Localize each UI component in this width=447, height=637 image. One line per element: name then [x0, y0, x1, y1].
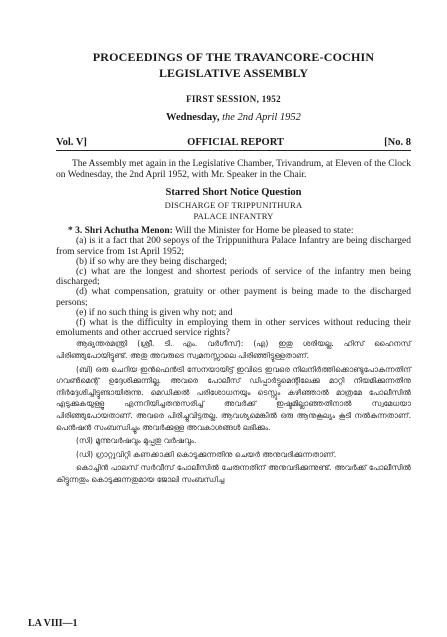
section-heading: Starred Short Notice Question — [165, 187, 302, 199]
question-part-d: (d) what compensation, gratuity or other payment is being made to the discharged persons; — [56, 287, 411, 308]
date-text: the 2nd April 1952 — [219, 112, 301, 123]
question-subject-line1: DISCHARGE OF TRIPPUNITHURA — [164, 200, 303, 211]
question-part-c: (c) what are the longest and shortest periods of service of the infantry men being discharged; — [56, 267, 411, 288]
answer-paragraph-2: (ബി) ഒരു ചെറിയ ഇൻഫെൻട്രി സേനയായിട്ട് ഇവിടെ ഇവരെ നിലനിർത്തിക്കൊണ്ടുപോകുന്നതിന് ഗവൺമെന്റ് ഉദ്ദേശിക്കുന്നില്ല. അവരെ പോലീസ് ഡിപ്പാർട്ടുമെന്റിലേക്കു മാറ്റി നിയമിക്കുന്നതിനു നിർദ്ദേശിച്ചിട്ടുണ്ടായിരുന്നു. മെഡിക്കൽ പരിശോധനയും ടെസ്റ്റും കഴിഞ്ഞാൽ മാത്രമേ പോലീസിൽ എടുക്കുകയുള്ളൂ എന്നറിയിച്ചതനുസരിച്ച് അവർക്ക് ഇഷ്ടമില്ലാഞ്ഞതിനാൽ സ്വമേധയാ പിരിഞ്ഞുപോയതാണ്. അവരെ പിരിച്ചുവിട്ടതല്ല. ആവശ്യമെങ്കിൽ ഒരു ആനുകൂല്യം കൂടി നൽകുന്നതാണ്. പെൻഷൻ സംബന്ധിച്ചും അവർക്കുള്ള അവകാശങ്ങൾ ലഭിക്കും. — [56, 364, 411, 432]
session-date — [56, 112, 411, 123]
report-header-row — [56, 137, 411, 148]
date-weekday: Wednesday, — [166, 112, 220, 123]
issue-number: [No. 8 — [384, 137, 411, 148]
official-report-label: OFFICIAL REPORT — [187, 137, 284, 148]
answer-paragraph-5: കൊച്ചിൻ പാലസ് സർവീസ് പോലീസിൽ ചേരുന്നതിന് അനുവദിക്കുന്നുണ്ട്. അവർക്ക് പോലീസിൽ കിട്ടുന്നതും കൊടുക്കുന്നതുമായ ജോലി സംബന്ധിച്ച — [56, 463, 411, 484]
question-lead — [56, 226, 411, 236]
question-lead-text: Will the Minister for Home be pleased to state: — [172, 226, 354, 237]
session-label: FIRST SESSION, 1952 — [186, 94, 281, 104]
intro-paragraph: The Assembly met again in the Legislative Chamber, Trivandrum, at Eleven of the Clock on Wednesday, the 2nd April 1952, with Mr. Speaker in the Chair. — [56, 159, 411, 180]
answer-paragraph-1: ആഭ്യന്തരമന്ത്രി (ശ്രീ. ടി. എം. വർഗീസ്): (എ) ഇതു ശരിയല്ല. ഹിസ് ഹൈനസ് പിരിഞ്ഞുപോയിട്ടുണ്ട്. അതു അവരുടെ സ്വമനസ്സാലെ പിരിഞ്ഞിട്ടുള്ളതാണ്. — [56, 339, 411, 361]
answer-paragraph-3: (സി) മൂന്നുവർഷവും മുപ്പതു വർഷവും. — [76, 436, 197, 446]
page-footer-code: LA VIII—1 — [28, 618, 78, 629]
answer-paragraph-4: (ഡി) ഗ്രാറ്റുവിറ്റി കണക്കാക്കി കൊടുക്കുന്നതിനു ചെയർ അനുവദിക്കുന്നതാണ്. — [76, 449, 337, 459]
question-part-f: (f) what is the difficulty in employing them in other services without reducing their emoluments and other accrued service rights? — [56, 318, 411, 339]
proceedings-title: PROCEEDINGS OF THE TRAVANCORE-COCHIN — [92, 50, 375, 64]
question-part-a: (a) is it a fact that 200 sepoys of the Trippunithura Palace Infantry are being discharged from service from 1st April 1952; — [56, 236, 411, 257]
question-part-b: (b) if so why are they being discharged; — [76, 256, 227, 267]
document-page — [0, 50, 447, 637]
volume-label: Vol. V] — [56, 137, 87, 148]
assembly-title: LEGISLATIVE ASSEMBLY — [158, 66, 309, 80]
header-rule — [56, 150, 411, 151]
question-subject-line2: PALACE INFANTRY — [193, 211, 274, 222]
question-speaker: * 3. Shri Achutha Menon: — [68, 226, 173, 237]
question-part-e: (e) if no such thing is given why not; and — [76, 307, 233, 318]
